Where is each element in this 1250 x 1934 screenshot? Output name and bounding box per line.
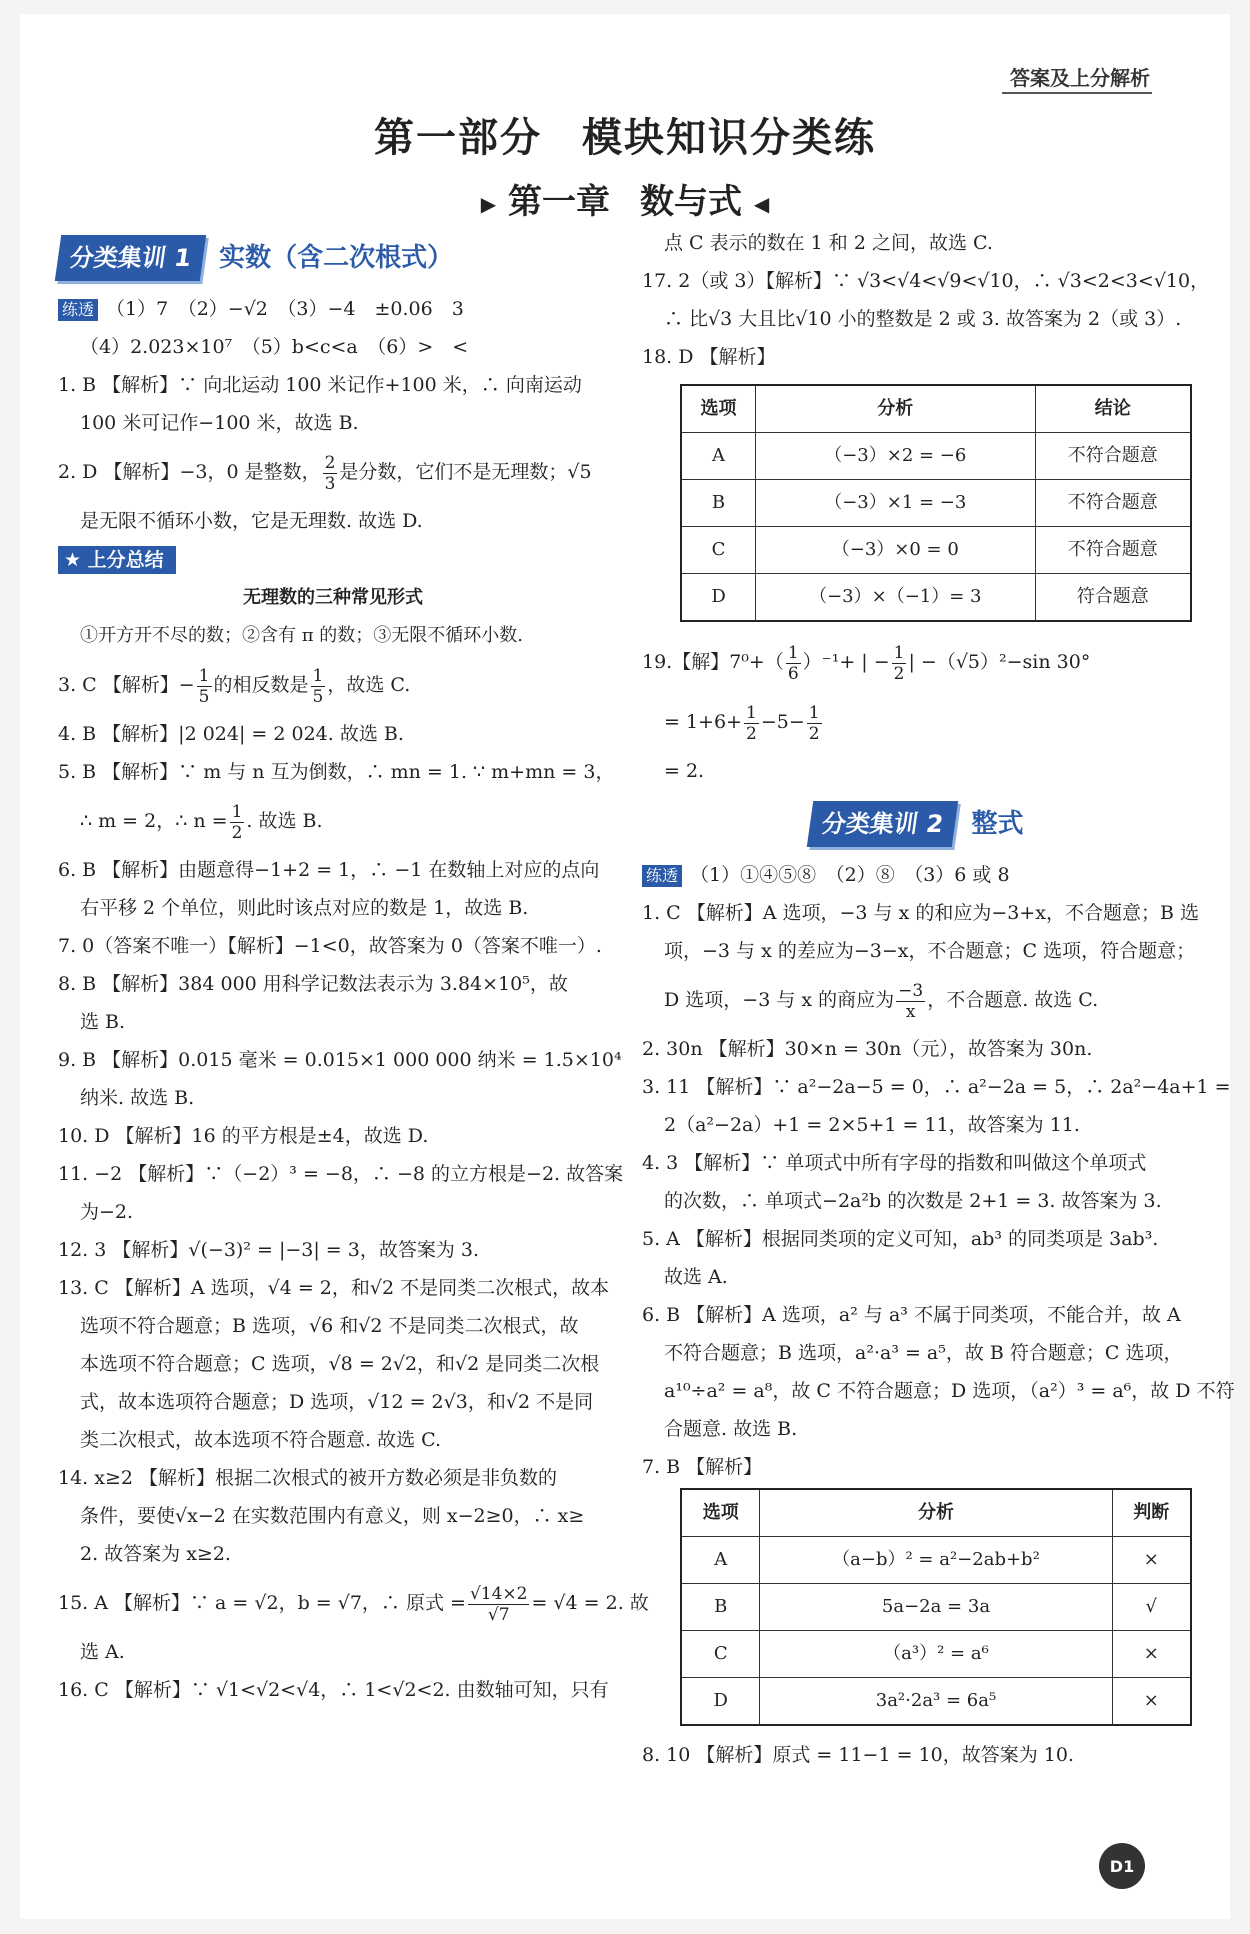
answer-c1-a: 1. C 【解析】A 选项，−3 与 x 的和应为−3+x，不合题意；B 选: [642, 902, 1199, 924]
left-column: [58, 224, 649, 1709]
practice-tag: 练透: [642, 865, 682, 887]
fraction-num: √14×2: [469, 1583, 528, 1604]
answer-q13-c: 本选项不符合题意；C 选项，√8 = 2√2，和√2 是同类二次根: [80, 1353, 600, 1375]
q3-text-1: 3. C 【解析】−: [58, 674, 195, 696]
table-cell: （a−b）² = a²−2ab+b²: [760, 1537, 1112, 1584]
practice-line-2: （4）2.023×10⁷ （5）b<c<a （6）> <: [80, 336, 469, 358]
answer-q19-a: [642, 632, 1192, 692]
answer-table-18: [680, 384, 1192, 622]
fraction: [744, 703, 759, 744]
answer-q19-c: = 2.: [664, 760, 705, 782]
triangle-right-icon: ▶: [480, 192, 497, 216]
answer-q10: 10. D 【解析】16 的平方根是±4，故选 D.: [58, 1125, 429, 1147]
table-header: 选项: [681, 1489, 760, 1537]
answer-q13-d: 式，故本选项符合题意；D 选项，√12 = 2√3，和√2 不是同: [80, 1391, 594, 1413]
answer-table-7: [680, 1488, 1192, 1726]
section-box-1: 分类集训 1: [55, 235, 207, 281]
q15-text-1: 15. A 【解析】∵ a = √2，b = √7，∴ 原式 =: [58, 1592, 466, 1614]
table-header: 判断: [1112, 1489, 1191, 1537]
fraction-den: 2: [893, 663, 905, 684]
q19-text-5: −5−: [760, 711, 805, 733]
answer-q14-b: 条件，要使√x−2 在实数范围内有意义，则 x−2≥0，∴ x≥: [80, 1505, 585, 1527]
fraction: [323, 453, 338, 494]
table-cell: 符合题意: [1035, 574, 1191, 622]
header-corner-label: 答案及上分解析: [1010, 66, 1150, 90]
q5-text-1: ∴ m = 2，∴ n =: [80, 810, 228, 832]
answer-q18: 18. D 【解析】: [642, 346, 776, 368]
answer-q2-b: 是无限不循环小数，它是无理数. 故选 D.: [80, 510, 423, 532]
table-row: [681, 1537, 1191, 1584]
fraction-num: 1: [312, 665, 324, 686]
table-header: 结论: [1035, 385, 1191, 433]
table-header: 选项: [681, 385, 756, 433]
answer-c4-a: 4. 3 【解析】∵ 单项式中所有字母的指数和叫做这个单项式: [642, 1152, 1147, 1174]
q15-text-2: = √4 = 2. 故: [531, 1592, 649, 1614]
answer-c2: 2. 30n 【解析】30×n = 30n（元），故答案为 30n.: [642, 1038, 1093, 1060]
fraction: [311, 666, 326, 707]
q19-text-4: = 1+6+: [664, 711, 742, 733]
answer-q6-a: 6. B 【解析】由题意得−1+2 = 1，∴ −1 在数轴上对应的点向: [58, 859, 600, 881]
table-header-row: [681, 385, 1191, 433]
answer-c6-c: a¹⁰÷a² = a⁸，故 C 不符合题意；D 选项，（a²）³ = a⁶，故 D 不符: [664, 1380, 1235, 1402]
answer-q8-b: 选 B.: [80, 1011, 126, 1033]
fraction-num: 1: [745, 702, 757, 723]
fraction-den: 3: [324, 473, 336, 494]
table-cell: ×: [1112, 1537, 1191, 1584]
fraction: [468, 1584, 530, 1625]
part-title-a: 第一部分: [374, 115, 542, 161]
table-row: [681, 527, 1191, 574]
chapter-title: [20, 174, 1230, 223]
table-cell: D: [681, 574, 756, 622]
q19-text-1: 19.【解】7⁰+（: [642, 651, 784, 673]
q19-text-3: | −（√5）²−sin 30°: [908, 651, 1091, 673]
answer-q4: 4. B 【解析】|2 024| = 2 024. 故选 B.: [58, 723, 404, 745]
fraction-den: 5: [312, 686, 324, 707]
answer-q16: 16. C 【解析】∵ √1<√2<√4，∴ 1<√2<2. 由数轴可知，只有: [58, 1679, 609, 1701]
section-name-2: 整式: [971, 809, 1024, 839]
answer-q17-b: ∴ 比√3 大且比√10 小的整数是 2 或 3. 故答案为 2（或 3）.: [664, 308, 1182, 330]
answer-c3-b: 2（a²−2a）+1 = 2×5+1 = 11，故答案为 11.: [664, 1114, 1080, 1136]
c1-text-2: ，不合题意. 故选 C.: [927, 989, 1099, 1011]
fraction: [786, 643, 801, 684]
answer-q12: 12. 3 【解析】√(−3)² = |−3| = 3，故答案为 3.: [58, 1239, 480, 1261]
answer-q2-a: [58, 442, 608, 502]
fraction: [197, 666, 212, 707]
q19-text-2: ）⁻¹+ | −: [802, 651, 890, 673]
table-cell: （−3）×0 = 0: [756, 527, 1035, 574]
q2-text-2: 是分数，它们不是无理数；√5: [339, 461, 592, 483]
fraction-den: 5: [198, 686, 210, 707]
table-cell: （−3）×2 = −6: [756, 433, 1035, 480]
fraction-den: 2: [745, 723, 757, 744]
star-icon: ★: [64, 549, 88, 571]
answer-q13-a: 13. C 【解析】A 选项，√4 = 2，和√2 不是同类二次根式，故本: [58, 1277, 610, 1299]
chapter-title-b: 数与式: [640, 182, 742, 222]
fraction-num: 1: [893, 642, 905, 663]
chapter-title-a: 第一章: [508, 182, 610, 222]
table-header: 分析: [760, 1489, 1112, 1537]
answer-c6-a: 6. B 【解析】A 选项，a² 与 a³ 不属于同类项，不能合并，故 A: [642, 1304, 1181, 1326]
section-header-2: [642, 796, 1192, 852]
table-cell: √: [1112, 1584, 1191, 1631]
table-cell: ×: [1112, 1678, 1191, 1726]
answer-q7: 7. 0（答案不唯一）【解析】−1<0，故答案为 0（答案不唯一）.: [58, 935, 602, 957]
table-header-row: [681, 1489, 1191, 1537]
answer-c3-a: 3. 11 【解析】∵ a²−2a−5 = 0，∴ a²−2a = 5，∴ 2a²−4a+1 =: [642, 1076, 1231, 1098]
table-cell: 不符合题意: [1035, 527, 1191, 574]
fraction: [896, 981, 925, 1022]
fraction: [807, 703, 822, 744]
tip-head: [58, 546, 176, 574]
answer-c6-b: 不符合题意；B 选项，a²·a³ = a⁵，故 B 符合题意；C 选项，: [664, 1342, 1183, 1364]
answer-q5-a: 5. B 【解析】∵ m 与 n 互为倒数，∴ mn = 1. ∵ m+mn = 3，: [58, 761, 615, 783]
fraction: [230, 802, 245, 843]
answer-q14-a: 14. x≥2 【解析】根据二次根式的被开方数必须是非负数的: [58, 1467, 558, 1489]
q5-text-2: . 故选 B.: [246, 810, 323, 832]
page: [20, 14, 1235, 1919]
answer-q13-b: 选项不符合题意；B 选项，√6 和√2 不是同类二次根式，故: [80, 1315, 579, 1337]
table-cell: B: [681, 1584, 760, 1631]
table-cell: 3a²·2a³ = 6a⁵: [760, 1678, 1112, 1726]
part-title: [20, 106, 1230, 163]
answer-q13-e: 类二次根式，故本选项不符合题意. 故选 C.: [80, 1429, 442, 1451]
fraction-den: 6: [787, 663, 799, 684]
table-cell: C: [681, 1631, 760, 1678]
answer-c4-b: 的次数，∴ 单项式−2a²b 的次数是 2+1 = 3. 故答案为 3.: [664, 1190, 1162, 1212]
answer-c5-a: 5. A 【解析】根据同类项的定义可知，ab³ 的同类项是 3ab³.: [642, 1228, 1159, 1250]
answer-q3: [58, 655, 608, 715]
answer-c1-c: [642, 970, 1192, 1030]
fraction-num: 1: [808, 702, 820, 723]
table-cell: （−3）×（−1）= 3: [756, 574, 1035, 622]
table-cell: （−3）×1 = −3: [756, 480, 1035, 527]
answer-q11-a: 11. −2 【解析】∵（−2）³ = −8，∴ −8 的立方根是−2. 故答案: [58, 1163, 624, 1185]
answer-q17-a: 17. 2（或 3）【解析】∵ √3<√4<√9<√10，∴ √3<2<3<√10，: [642, 270, 1210, 292]
q2-text-1: 2. D 【解析】−3，0 是整数，: [58, 461, 321, 483]
table-cell: 5a−2a = 3a: [760, 1584, 1112, 1631]
practice-answers-1: （1）7 （2）−√2 （3）−4 ±0.06 3: [106, 298, 464, 320]
fraction-num: 2: [324, 452, 336, 473]
section-box-2: 分类集训 2: [807, 801, 959, 847]
tip-title: 无理数的三种常见形式: [243, 587, 423, 608]
answer-q15-a: [58, 1573, 649, 1633]
triangle-left-icon: ◀: [753, 192, 770, 216]
answer-c6-d: 合题意. 故选 B.: [664, 1418, 798, 1440]
answer-q6-b: 右平移 2 个单位，则此时该点对应的数是 1，故选 B.: [80, 897, 529, 919]
table-cell: 不符合题意: [1035, 433, 1191, 480]
section-header-1: [58, 230, 608, 286]
table-cell: A: [681, 1537, 760, 1584]
page-number: D1: [1099, 1843, 1145, 1889]
section-name-1: 实数（含二次根式）: [219, 243, 454, 273]
fraction-den: x: [905, 1001, 916, 1022]
practice-answers-2: （1）①④⑤⑧ （2）⑧ （3）6 或 8: [690, 864, 1010, 886]
table-cell: B: [681, 480, 756, 527]
fraction-num: −3: [898, 980, 924, 1001]
table-header: 分析: [756, 385, 1035, 433]
fraction-num: 1: [198, 665, 210, 686]
answer-c5-b: 故选 A.: [664, 1266, 728, 1288]
fraction: [892, 643, 907, 684]
fraction-den: 2: [231, 822, 243, 843]
table-cell: A: [681, 433, 756, 480]
practice-tag: 练透: [58, 299, 98, 321]
table-row: [681, 1631, 1191, 1678]
answer-c1-b: 项，−3 与 x 的差应为−3−x，不合题意；C 选项，符合题意；: [664, 940, 1196, 962]
tip-box: [58, 540, 608, 655]
answer-c8: 8. 10 【解析】原式 = 11−1 = 10，故答案为 10.: [642, 1744, 1075, 1766]
practice-line-1: [58, 290, 608, 328]
answer-q9-a: 9. B 【解析】0.015 毫米 = 0.015×1 000 000 纳米 = 1.5×10⁴: [58, 1049, 622, 1071]
answer-q15-c: 选 A.: [80, 1641, 125, 1663]
fraction-num: 1: [231, 801, 243, 822]
answer-q5-b: [58, 791, 608, 851]
header-underline: [1002, 92, 1152, 94]
answer-q1-b: 100 米可记作−100 米，故选 B.: [80, 412, 359, 434]
fraction-den: 2: [808, 723, 820, 744]
answer-q9-b: 纳米. 故选 B.: [80, 1087, 195, 1109]
table-cell: 不符合题意: [1035, 480, 1191, 527]
answer-q11-b: 为−2.: [80, 1201, 134, 1223]
q3-text-3: ，故选 C.: [327, 674, 411, 696]
table-row: [681, 1678, 1191, 1726]
answer-q16-cont: 点 C 表示的数在 1 和 2 之间，故选 C.: [664, 232, 993, 254]
tip-body: ①开方开不尽的数；②含有 π 的数；③无限不循环小数.: [80, 625, 523, 646]
table-cell: （a³）² = a⁶: [760, 1631, 1112, 1678]
c1-text-1: D 选项，−3 与 x 的商应为: [664, 989, 895, 1011]
table-row: [681, 433, 1191, 480]
answer-q1-a: 1. B 【解析】∵ 向北运动 100 米记作+100 米，∴ 向南运动: [58, 374, 582, 396]
practice-line-3: [642, 856, 1192, 894]
table-row: [681, 574, 1191, 622]
table-row: [681, 1584, 1191, 1631]
answer-q19-b: [642, 692, 1192, 752]
fraction-den: √7: [487, 1604, 510, 1625]
table-cell: D: [681, 1678, 760, 1726]
table-cell: ×: [1112, 1631, 1191, 1678]
right-column: [642, 224, 1235, 1774]
answer-c7: 7. B 【解析】: [642, 1456, 763, 1478]
answer-q8-a: 8. B 【解析】384 000 用科学记数法表示为 3.84×10⁵，故: [58, 973, 568, 995]
answer-q14-c: 2. 故答案为 x≥2.: [80, 1543, 231, 1565]
q3-text-2: 的相反数是: [213, 674, 309, 696]
table-cell: C: [681, 527, 756, 574]
fraction-num: 1: [787, 642, 799, 663]
part-title-b: 模块知识分类练: [582, 115, 876, 161]
table-row: [681, 480, 1191, 527]
tip-head-label: 上分总结: [87, 549, 164, 571]
